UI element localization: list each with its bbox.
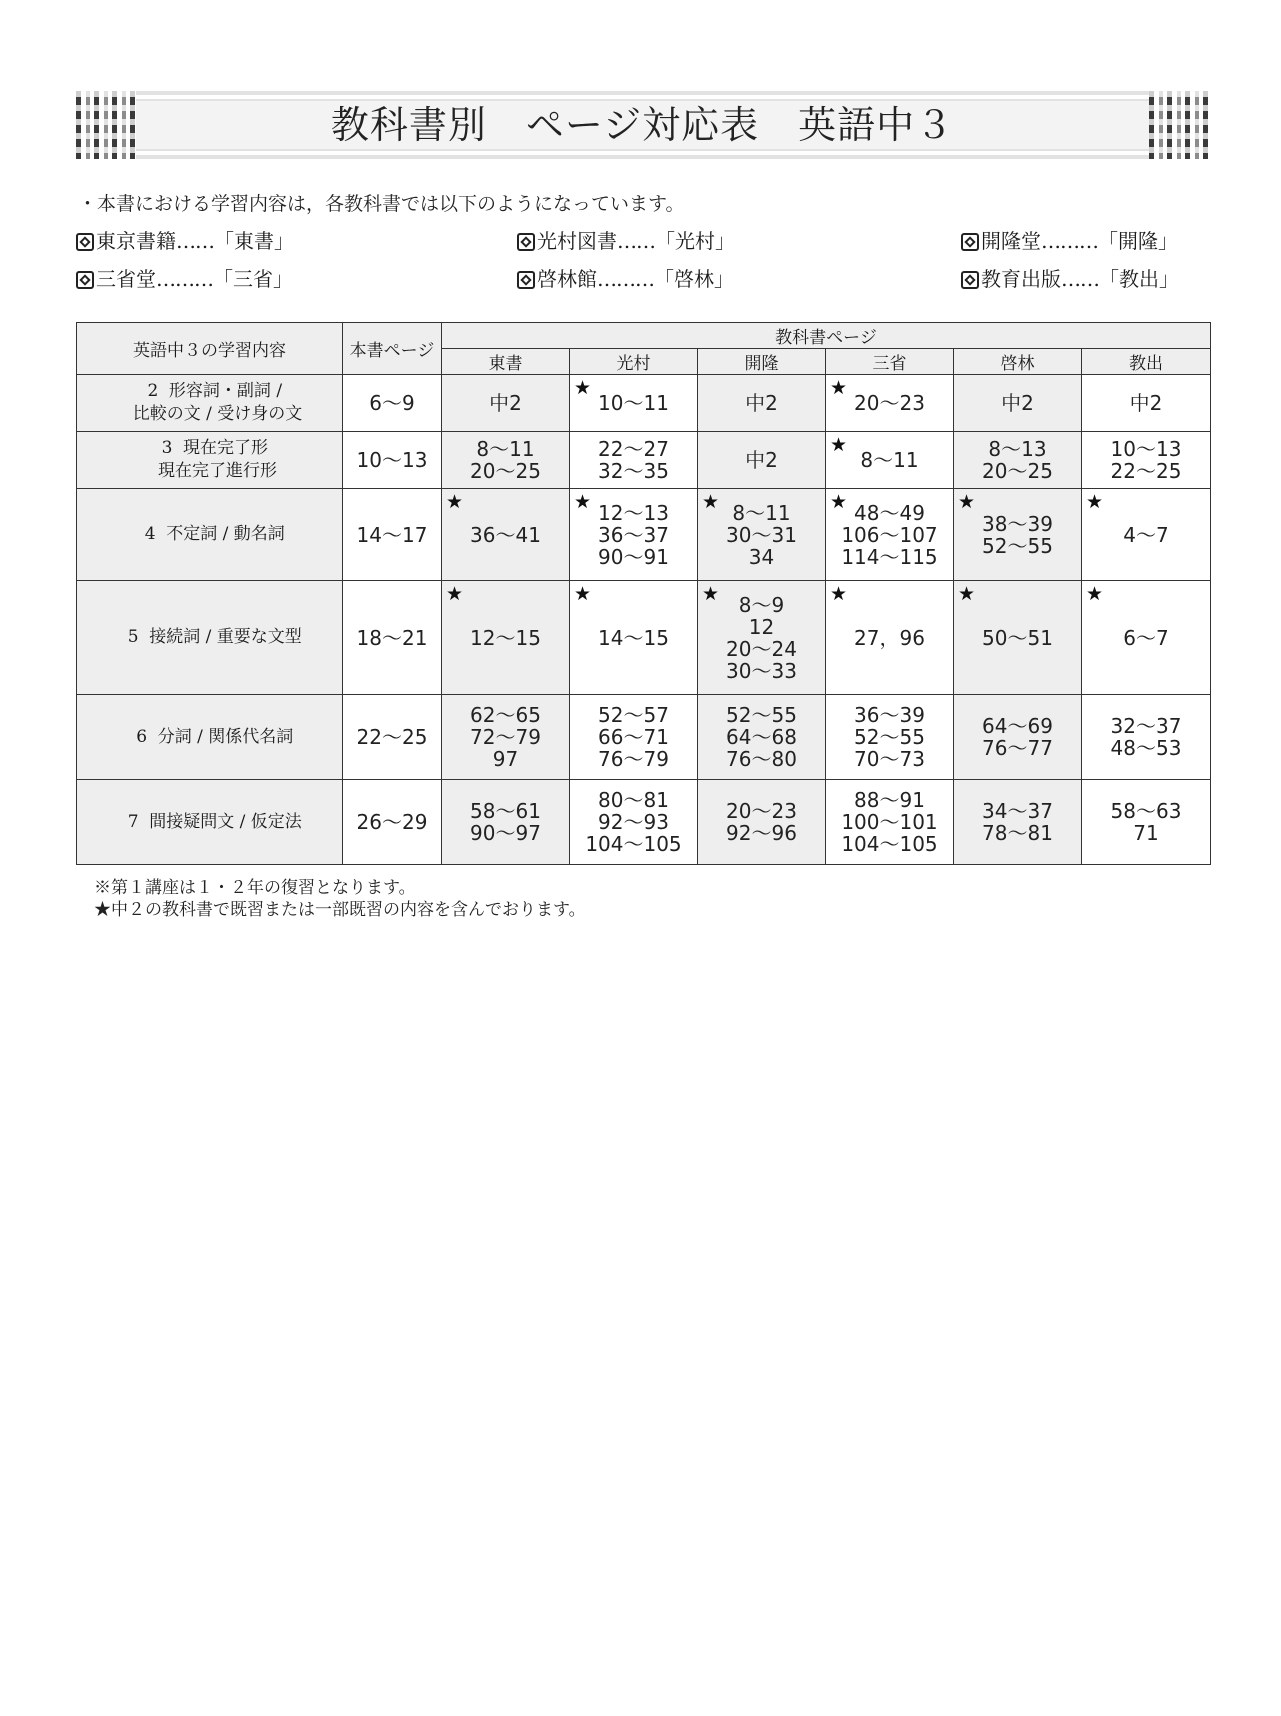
publisher-dots: ………	[1041, 229, 1098, 253]
header-publisher: 教出	[1082, 349, 1211, 375]
topic-line: 現在完了進行形	[158, 461, 277, 481]
publisher-abbr: 「開隆」	[1098, 229, 1178, 253]
textbook-page-cell	[826, 375, 954, 432]
publisher-name: 開隆堂	[981, 229, 1041, 253]
textbook-page-cell	[1082, 695, 1211, 780]
page-range: 90〜91	[598, 544, 669, 569]
page-range: 8〜9	[738, 592, 785, 617]
page-range: 92〜93	[598, 810, 669, 834]
publisher-dots: ……	[617, 229, 655, 253]
textbook-page-cell	[954, 695, 1082, 780]
header-topic: 英語中３の学習内容	[77, 323, 343, 375]
book-page-cell: 14〜17	[343, 489, 442, 581]
page-range: 中2	[745, 391, 778, 415]
page-range: 72〜79	[470, 725, 541, 749]
publisher-abbr: 「啓林」	[654, 267, 734, 291]
publisher-abbr: 「三省」	[213, 267, 293, 291]
page-range: 中2	[1001, 391, 1034, 415]
page-range: 12〜13	[598, 500, 669, 525]
intro-text: ・本書における学習内容は，各教科書では以下のようになっています。	[78, 193, 685, 215]
star-icon: ★	[1086, 583, 1104, 605]
page-range: 71	[1133, 821, 1159, 845]
star-icon: ★	[830, 583, 848, 605]
page-range: 76〜79	[598, 747, 669, 771]
table-row	[77, 581, 1211, 695]
topic-cell	[77, 489, 343, 581]
book-page-cell: 10〜13	[343, 432, 442, 489]
textbook-page-cell	[954, 780, 1082, 865]
header-publisher: 開隆	[698, 349, 826, 375]
textbook-page-cell	[570, 489, 698, 581]
textbook-page-cell	[570, 375, 698, 432]
page-range: 6〜7	[1123, 625, 1169, 650]
page-range: 76〜77	[982, 736, 1053, 760]
publisher-name: 光村図書	[537, 229, 617, 253]
star-icon: ★	[702, 583, 720, 605]
topic-cell	[77, 780, 343, 865]
page-range: 10〜13	[1110, 437, 1182, 461]
textbook-page-cell	[442, 780, 570, 865]
textbook-page-cell	[1082, 375, 1211, 432]
page-range: 97	[492, 747, 519, 771]
page-range: 106〜107	[841, 522, 938, 547]
topic-number: 6	[136, 726, 148, 747]
page-range: 76〜80	[726, 747, 797, 771]
page-range: 34〜37	[982, 799, 1053, 823]
page-range: 92〜96	[726, 821, 797, 845]
book-page-cell: 26〜29	[343, 780, 442, 865]
diamond-box-icon	[76, 233, 94, 251]
topic-line: 形容詞・副詞 /	[168, 381, 283, 401]
textbook-page-cell	[1082, 581, 1211, 695]
publisher-abbr: 「教出」	[1099, 267, 1179, 291]
page-range: 20〜24	[726, 636, 797, 661]
footnote: ★中２の教科書で既習または一部既習の内容を含んでおります。	[94, 900, 586, 920]
textbook-page-cell	[442, 581, 570, 695]
publisher-item	[76, 226, 294, 256]
textbook-page-cell	[698, 581, 826, 695]
textbook-page-cell	[698, 432, 826, 489]
page-range: 62〜65	[470, 703, 541, 727]
textbook-page-cell	[698, 780, 826, 865]
book-page-cell: 6〜9	[343, 375, 442, 432]
footnotes	[94, 877, 586, 921]
textbook-page-cell	[954, 432, 1082, 489]
page-range: 52〜55	[726, 703, 797, 727]
header-publisher: 啓林	[954, 349, 1082, 375]
page-range: 36〜39	[854, 703, 925, 727]
star-icon: ★	[1086, 491, 1104, 513]
star-icon: ★	[958, 583, 976, 605]
publisher-name: 教育出版	[981, 267, 1061, 291]
topic-line: 接続詞 / 重要な文型	[149, 627, 302, 647]
page-range: 52〜55	[854, 725, 925, 749]
publisher-dots: ………	[156, 267, 213, 291]
page-range: 52〜57	[598, 703, 669, 727]
textbook-page-cell	[570, 432, 698, 489]
page-range: 8〜11	[732, 500, 791, 525]
table-row	[77, 780, 1211, 865]
textbook-page-cell	[698, 489, 826, 581]
star-icon: ★	[446, 491, 464, 513]
publisher-name: 啓林館	[537, 267, 597, 291]
publisher-item	[961, 264, 1179, 294]
page-title: 教科書別 ページ対応表 英語中３	[330, 103, 955, 147]
page-range: 114〜115	[841, 544, 938, 569]
textbook-page-cell	[826, 780, 954, 865]
page-range: 36〜37	[598, 522, 669, 547]
publisher-item	[76, 264, 293, 294]
textbook-page-cell	[826, 432, 954, 489]
publisher-dots: ……	[1061, 267, 1099, 291]
topic-number: 7	[127, 811, 139, 832]
textbook-page-cell	[442, 375, 570, 432]
page-range: 8〜11	[476, 437, 535, 461]
textbook-page-cell	[954, 489, 1082, 581]
textbook-page-cell	[698, 695, 826, 780]
page-range: 20〜23	[726, 799, 797, 823]
page-range: 27，96	[854, 625, 925, 650]
title-banner	[76, 91, 1209, 159]
page-range: 64〜69	[982, 714, 1053, 738]
textbook-page-cell	[826, 581, 954, 695]
topic-cell	[77, 375, 343, 432]
publisher-abbr: 「光村」	[655, 229, 735, 253]
textbook-page-cell	[442, 432, 570, 489]
page-range: 14〜15	[598, 625, 669, 650]
topic-cell	[77, 432, 343, 489]
header-publisher: 東書	[442, 349, 570, 375]
star-icon: ★	[830, 377, 848, 399]
topic-line: 間接疑問文 / 仮定法	[149, 811, 302, 832]
footnote: ※第１講座は１・２年の復習となります。	[94, 878, 416, 898]
star-icon: ★	[574, 491, 592, 513]
page-range: 48〜53	[1110, 736, 1182, 760]
publisher-item	[961, 226, 1178, 256]
publisher-name: 東京書籍	[96, 229, 176, 253]
header-publisher: 三省	[826, 349, 954, 375]
table-row	[77, 489, 1211, 581]
textbook-page-cell	[1082, 489, 1211, 581]
table-row	[77, 695, 1211, 780]
textbook-page-cell	[1082, 432, 1211, 489]
textbook-page-cell	[826, 695, 954, 780]
textbook-page-cell	[570, 581, 698, 695]
diamond-box-icon	[961, 271, 979, 289]
star-icon: ★	[702, 491, 720, 513]
topic-cell	[77, 581, 343, 695]
topic-line: 不定詞 / 動名詞	[166, 524, 285, 544]
textbook-page-cell	[1082, 780, 1211, 865]
page-range: 30〜31	[726, 522, 797, 547]
page-range: 30〜33	[726, 658, 797, 683]
page-range: 66〜71	[598, 725, 669, 749]
page-range: 78〜81	[982, 821, 1053, 845]
page-range: 38〜39	[982, 511, 1053, 536]
page-range: 70〜73	[854, 747, 925, 771]
page-range: 20〜23	[854, 391, 925, 415]
page-range: 104〜105	[585, 832, 682, 856]
book-page-cell: 18〜21	[343, 581, 442, 695]
header-textbook-page: 教科書ページ	[442, 323, 1211, 349]
publisher-item	[517, 264, 734, 294]
textbook-page-cell	[954, 375, 1082, 432]
publisher-dots: ………	[597, 267, 654, 291]
textbook-page-cell	[826, 489, 954, 581]
page-range: 48〜49	[854, 500, 925, 525]
star-icon: ★	[958, 491, 976, 513]
page-range: 104〜105	[841, 832, 938, 856]
page-range: 32〜35	[598, 459, 669, 483]
page-range: 12	[748, 614, 775, 639]
textbook-page-cell	[570, 780, 698, 865]
book-page-cell: 22〜25	[343, 695, 442, 780]
page-range: 50〜51	[982, 625, 1053, 650]
page-range: 22〜25	[1110, 459, 1182, 483]
page-range: 88〜91	[854, 788, 925, 812]
star-icon: ★	[830, 434, 848, 456]
topic-number: 5	[127, 627, 139, 647]
topic-line: 現在完了形	[183, 438, 268, 458]
diamond-box-icon	[76, 271, 94, 289]
page-range: 中2	[1129, 391, 1163, 415]
page-range: 8〜11	[860, 448, 919, 472]
table-row	[77, 375, 1211, 432]
page-correspondence-table	[76, 322, 1211, 865]
star-icon: ★	[574, 377, 592, 399]
page-range: 4〜7	[1123, 522, 1169, 547]
diamond-box-icon	[961, 233, 979, 251]
textbook-page-cell	[954, 581, 1082, 695]
topic-number: 4	[144, 524, 156, 544]
diamond-box-icon	[517, 233, 535, 251]
textbook-page-cell	[442, 695, 570, 780]
topic-number: 3	[161, 438, 173, 458]
publisher-name: 三省堂	[96, 267, 156, 291]
star-icon: ★	[446, 583, 464, 605]
page-range: 10〜11	[598, 391, 669, 415]
textbook-page-cell	[698, 375, 826, 432]
page-range: 8〜13	[988, 437, 1047, 461]
diamond-box-icon	[517, 271, 535, 289]
textbook-page-cell	[442, 489, 570, 581]
topic-line: 比較の文 / 受け身の文	[132, 404, 303, 424]
publisher-abbr: 「東書」	[214, 229, 294, 253]
topic-line: 分詞 / 関係代名詞	[157, 726, 294, 747]
page-range: 22〜27	[598, 437, 669, 461]
page-range: 80〜81	[598, 788, 669, 812]
publisher-item	[517, 226, 735, 256]
star-icon: ★	[830, 491, 848, 513]
page-range: 中2	[489, 391, 522, 415]
page-range: 52〜55	[982, 533, 1053, 558]
page-range: 58〜63	[1110, 799, 1182, 823]
page-range: 12〜15	[470, 625, 541, 650]
textbook-page-cell	[570, 695, 698, 780]
page-range: 20〜25	[982, 459, 1053, 483]
page-range: 34	[748, 544, 775, 569]
publisher-dots: ……	[176, 229, 214, 253]
topic-cell	[77, 695, 343, 780]
table-row	[77, 432, 1211, 489]
page-range: 100〜101	[841, 810, 938, 834]
header-book-page: 本書ページ	[343, 323, 442, 375]
page-range: 中2	[745, 448, 778, 472]
topic-number: 2	[147, 381, 159, 401]
page-range: 32〜37	[1110, 714, 1182, 738]
page-range: 20〜25	[470, 459, 541, 483]
star-icon: ★	[574, 583, 592, 605]
page-range: 90〜97	[470, 821, 541, 845]
page-range: 64〜68	[726, 725, 797, 749]
page-range: 58〜61	[470, 799, 541, 823]
page-range: 36〜41	[470, 522, 541, 547]
header-publisher: 光村	[570, 349, 698, 375]
